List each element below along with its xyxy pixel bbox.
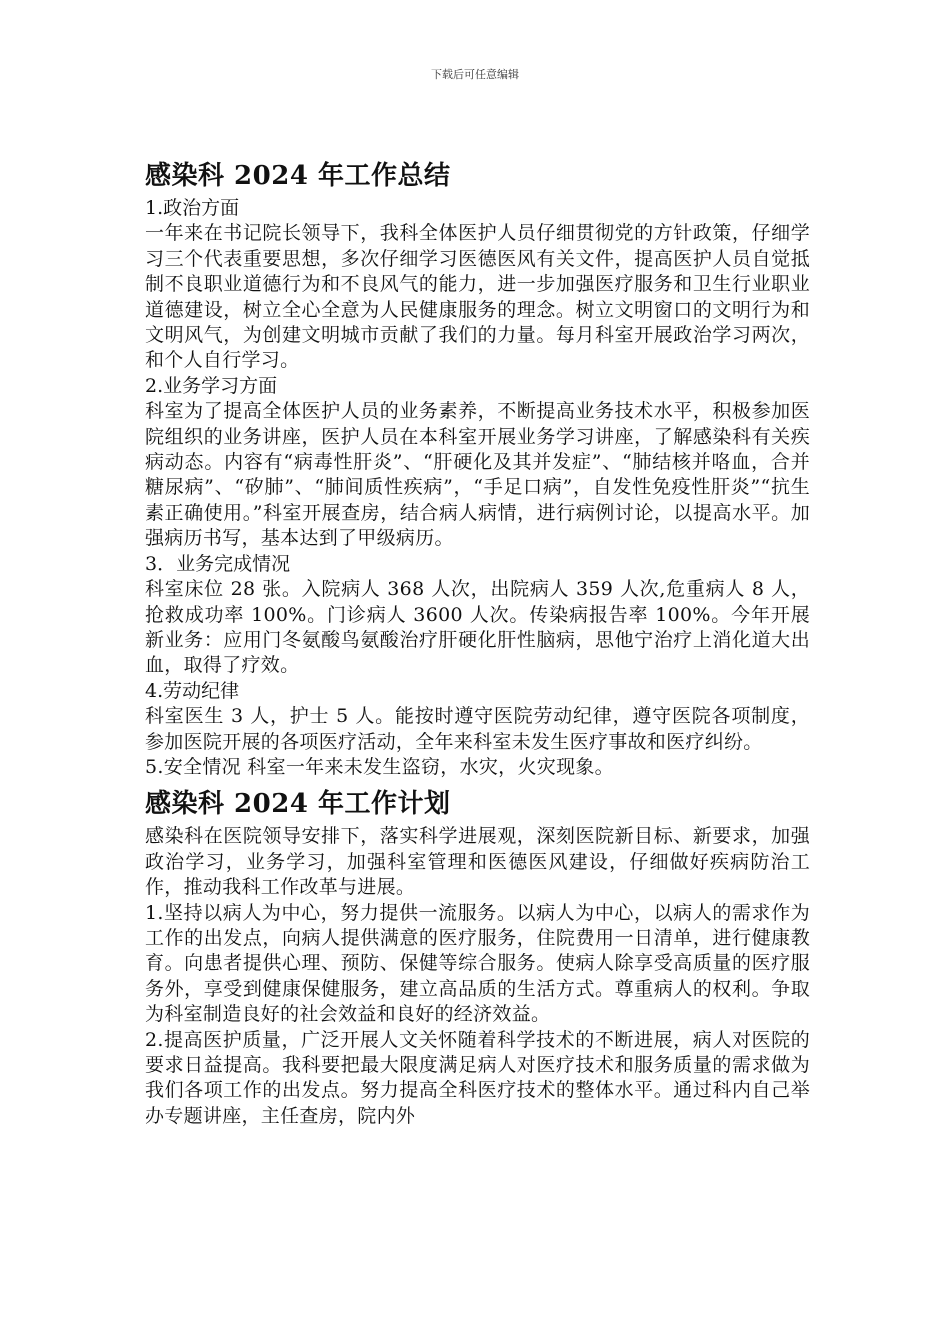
section-body-study: 科室为了提高全体医护人员的业务素养，不断提高业务技术水平，积极参加医院组织的业务讲座，医护人员在本科室开展业务学习讲座，了解感染科有关疾病动态。内容有“病毒性肝炎”、“肝硬化及其并发症”、“肺结核并咯血，合并糖尿病”、“矽肺”、“肺间质性疾病”，“手足口病”，自发性免疫性肝炎”“抗生素正确使用。”科室开展查房，结合病人病情，进行病例讨论，以提高水平。加强病历书写，基本达到了甲级病历。 [145, 400, 810, 550]
section-body-completion: 科室床位 28 张。入院病人 368 人次，出院病人 359 人次,危重病人 8 人，抢救成功率 100%。门诊病人 3600 人次。传染病报告率 100%。今年开展新业务：应用门冬氨酸鸟氨酸治疗肝硬化肝性脑病，思他宁治疗上消化道大出血，取得了疗效。 [145, 578, 810, 677]
section-heading-completion: 3．业务完成情况 [145, 552, 291, 575]
plan-intro: 感染科在医院领导安排下，落实科学进展观，深刻医院新目标、新要求，加强政治学习，业务学习，加强科室管理和医德医风建设，仔细做好疾病防治工作，推动我科工作改革与进展。 [145, 825, 810, 899]
document-body [145, 156, 810, 1129]
plan-item-2: 2.提高医护质量，广泛开展人文关怀随着科学技术的不断进展，病人对医院的要求日益提高。我科要把最大限度满足病人对医疗技术和服务质量的需求做为我们各项工作的出发点。努力提高全科医疗技术的整体水平。通过科内自己举办专题讲座，主任查房，院内外 [145, 1028, 810, 1127]
section-safety: 5.安全情况 科室一年来未发生盗窃，水灾，火灾现象。 [145, 755, 614, 778]
section-body-discipline: 科室医生 3 人，护士 5 人。能按时遵守医院劳动纪律，遵守医院各项制度，参加医院开展的各项医疗活动，全年来科室未发生医疗事故和医疗纠纷。 [145, 705, 810, 753]
plan-title: 感染科 2024 年工作计划 [145, 789, 451, 820]
section-heading-discipline: 4.劳动纪律 [145, 679, 240, 702]
page-header-note: 下载后可任意编辑 [431, 68, 519, 81]
plan-item-1: 1.坚持以病人为中心，努力提供一流服务。以病人为中心，以病人的需求作为工作的出发点，向病人提供满意的医疗服务，住院费用一日清单，进行健康教育。向患者提供心理、预防、保健等综合服务。使病人除享受高质量的医疗服务外，享受到健康保健服务，建立高品质的生活方式。尊重病人的权利。争取为科室制造良好的社会效益和良好的经济效益。 [145, 901, 810, 1026]
section-body-politics: 一年来在书记院长领导下，我科全体医护人员仔细贯彻党的方针政策，仔细学习三个代表重要思想，多次仔细学习医德医风有关文件，提高医护人员自觉抵制不良职业道德行为和不良风气的能力，进一步加强医疗服务和卫生行业职业道德建设，树立全心全意为人民健康服务的理念。树立文明窗口的文明行为和文明风气，为创建文明城市贡献了我们的力量。每月科室开展政治学习两次，和个人自行学习。 [145, 222, 810, 372]
section-heading-politics: 1.政治方面 [145, 197, 240, 219]
summary-title: 感染科 2024 年工作总结 [145, 161, 451, 191]
section-heading-study: 2.业务学习方面 [145, 374, 278, 397]
